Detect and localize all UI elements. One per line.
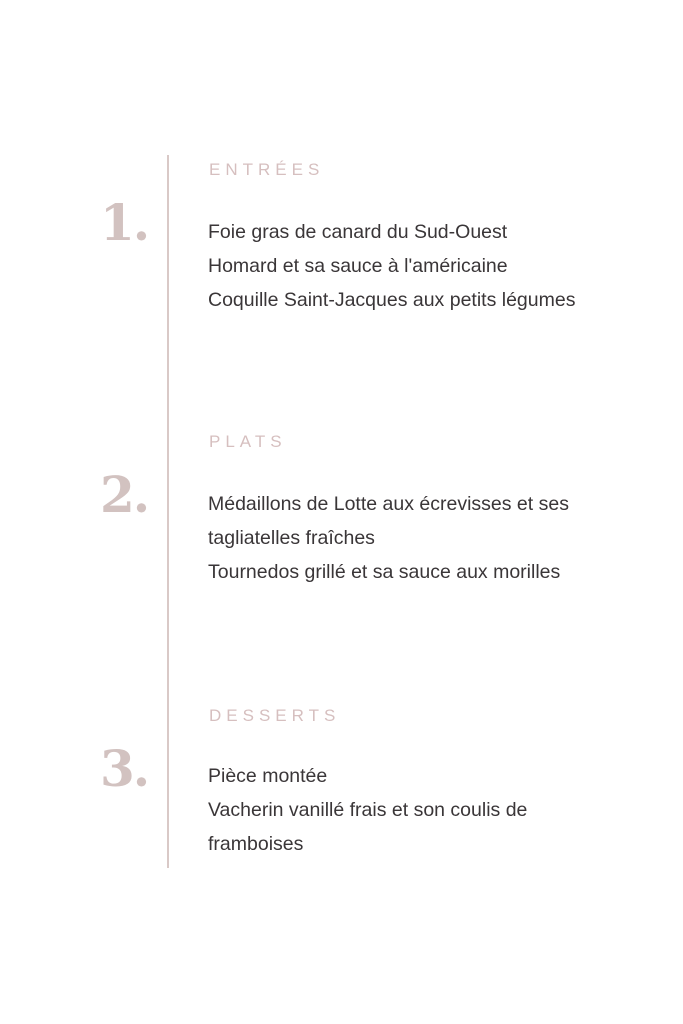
section-heading: ENTRÉES bbox=[209, 160, 325, 179]
section-heading: PLATS bbox=[209, 432, 287, 451]
section-number: 1. bbox=[100, 193, 149, 252]
vertical-divider bbox=[167, 155, 169, 868]
menu-item: Médaillons de Lotte aux écrevisses et ses tagliatelles fraîches bbox=[208, 493, 569, 549]
section-items bbox=[208, 215, 598, 317]
menu-item: Vacherin vanillé frais et son coulis de framboises bbox=[208, 799, 528, 855]
section-heading: DESSERTS bbox=[209, 706, 341, 725]
section-number: 3. bbox=[100, 739, 149, 798]
menu-item: Foie gras de canard du Sud-Ouest bbox=[208, 221, 508, 243]
menu-item: Coquille Saint-Jacques aux petits légumes bbox=[208, 289, 576, 311]
menu-item: Tournedos grillé et sa sauce aux morilles bbox=[208, 561, 561, 583]
section-number: 2. bbox=[100, 465, 149, 524]
menu-item: Pièce montée bbox=[208, 765, 328, 787]
menu-item: Homard et sa sauce à l'américaine bbox=[208, 255, 508, 277]
section-items bbox=[208, 759, 598, 861]
section-items bbox=[208, 487, 598, 589]
